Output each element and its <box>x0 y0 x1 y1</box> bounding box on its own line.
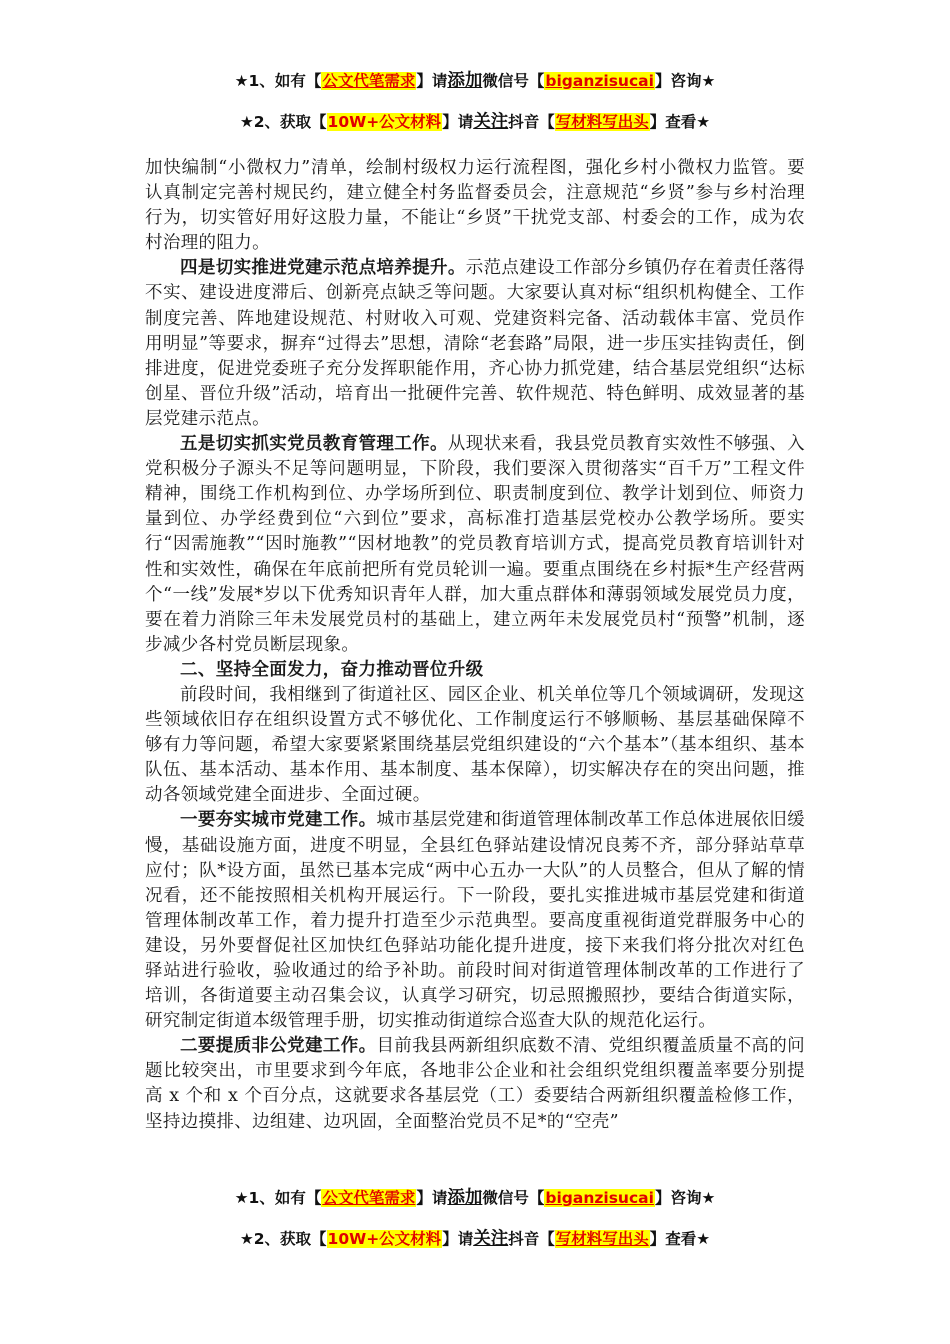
paragraph-lead: 二要提质非公党建工作。 <box>180 1036 377 1057</box>
paragraph <box>145 256 805 432</box>
footer-banner-line-1 <box>0 1187 950 1209</box>
banner-text: 抖音【 <box>508 1230 555 1248</box>
paragraph: 前段时间，我相继到了街道社区、园区企业、机关单位等几个领域调研，发现这些领域依旧存在组织设置方式不够优化、工作制度运行不够顺畅、基层基础保障不够有力等问题，希望大家要紧紧围绕基层党组织建设的“六个基本”（基本组织、基本队伍、基本活动、基本作用、基本制度、基本保障），切实解决存在的突出问题，推动各领域党建全面进步、全面过硬。 <box>145 684 805 806</box>
paragraph <box>145 432 805 658</box>
paragraph-lead: 五是切实抓实党员教育管理工作。 <box>180 434 448 455</box>
banner-text: 抖音【 <box>508 113 555 131</box>
banner-text: 】请 <box>416 72 448 90</box>
paragraph: 加快编制“小微权力”清单，绘制村级权力运行流程图，强化乡村小微权力监管。要认真制定完善村规民约，建立健全村务监督委员会，注意规范“乡贤”参与乡村治理行为，切实管好用好这股力量，不能让“乡贤”干扰党支部、村委会的工作，成为农村治理的阻力。 <box>145 158 805 254</box>
banner-text: 微信号【 <box>482 72 545 90</box>
banner-text: 】咨询★ <box>654 1189 716 1207</box>
banner-text: ★1、如有【 <box>234 72 322 90</box>
banner-text: 】请 <box>416 1189 448 1207</box>
banner-text: 】请 <box>442 1230 474 1248</box>
highlight-douyin: 写材料写出头 <box>555 1230 649 1248</box>
paragraph-text: 城市基层党建和街道管理体制改革工作总体进展依旧缓慢，基础设施方面，进度不明显，全县红色驿站建设情况良莠不齐，部分驿站草草应付；队*设方面，虽然已基本完成“两中心五办一大队”的人员整合，但从了解的情况看，还不能按照相关机构开展运行。下一阶段，要扎实推进城市基层党建和街道管理体制改革工作，着力提升打造至少示范典型。要高度重视街道党群服务中心的建设，另外要督促社区加快红色驿站功能化提升进度，接下来我们将分批次对红色驿站进行验收，验收通过的给予补助。前段时间对街道管理体制改革的工作进行了培训，各街道要主动召集会议，认真学习研究，切忌照搬照抄，要结合街道实际，研究制定街道本级管理手册，切实推动街道综合巡查大队的规范化运行。 <box>145 810 805 1032</box>
paragraph-text: 从现状来看，我县党员教育实效性不够强、入党积极分子源头不足等问题明显，下阶段，我们要深入贯彻落实“百千万”工程文件精神，围绕工作机构到位、办学场所到位、职责制度到位、教学计划到位、师资力量到位、办学经费到位“六到位”要求，高标准打造基层党校办公教学场所。要实行“因需施教”“因时施教”“因材地教”的党员教育培训方式，提高党员教育培训针对性和实效性，确保在年底前把所有党员轮训一遍。要重点围绕在乡村振*生产经营两个“一线”发展*岁以下优秀知识青年人群，加大重点群体和薄弱领域发展党员力度，要在着力消除三年未发展党员村的基础上，建立两年未发展党员村“预警”机制，逐步减少各村党员断层现象。 <box>145 434 805 655</box>
footer-banner-line-2 <box>0 1228 950 1250</box>
banner-emphasis: 关注 <box>473 1229 509 1249</box>
banner-text: 】查看★ <box>649 1230 711 1248</box>
paragraph <box>145 1034 805 1134</box>
highlight-wechat-id: biganzisucai <box>545 1189 654 1207</box>
banner-text: 】查看★ <box>649 113 711 131</box>
banner-emphasis: 添加 <box>447 1188 483 1208</box>
banner-emphasis: 添加 <box>447 71 483 91</box>
banner-text: 】咨询★ <box>654 72 716 90</box>
document-body <box>145 156 805 1135</box>
paragraph-text: 目前我县两新组织底数不清、党组织覆盖质量不高的问题比较突出，市里要求到今年底，各地非公企业和社会组织党组织覆盖率要分别提高 x 个和 x 个百分点，这就要求各基层党（工）委要结合两新组织覆盖检修工作，坚持边摸排、边组建、边巩固，全面整治党员不足*的“空壳” <box>145 1036 805 1132</box>
paragraph-lead: 一要夯实城市党建工作。 <box>180 810 377 831</box>
banner-text: ★1、如有【 <box>234 1189 322 1207</box>
highlight-douyin: 写材料写出头 <box>555 113 649 131</box>
paragraph-text: 示范点建设工作部分乡镇仍存在着责任落得不实、建设进度滞后、创新亮点缺乏等问题。大家要认真对标“组织机构健全、工作制度完善、阵地建设规范、村财收入可观、党建资料完备、活动载体丰富、党员作用明显”等要求，摒弃“过得去”思想，清除“老套路”局限，进一步压实挂钩责任，倒排进度，促进党委班子充分发挥职能作用，齐心协力抓党建，结合基层党组织“达标创星、晋位升级”活动，培育出一批硬件完善、软件规范、特色鲜明、成效显著的基层党建示范点。 <box>145 258 805 429</box>
banner-text: 微信号【 <box>482 1189 545 1207</box>
paragraph <box>145 808 805 1034</box>
banner-text: ★2、获取【 <box>239 113 327 131</box>
paragraph-lead: 四是切实推进党建示范点培养提升。 <box>180 258 466 279</box>
banner-text: 】请 <box>442 113 474 131</box>
highlight-materials: 10W+公文材料 <box>327 113 442 131</box>
header-banner-line-2 <box>0 111 950 133</box>
highlight-materials: 10W+公文材料 <box>327 1230 442 1248</box>
highlight-service: 公文代笔需求 <box>322 72 416 90</box>
banner-text: ★2、获取【 <box>239 1230 327 1248</box>
highlight-wechat-id: biganzisucai <box>545 72 654 90</box>
header-banner-line-1 <box>0 70 950 92</box>
banner-emphasis: 关注 <box>473 112 509 132</box>
highlight-service: 公文代笔需求 <box>322 1189 416 1207</box>
section-heading: 二、坚持全面发力，奋力推动晋位升级 <box>180 659 484 680</box>
